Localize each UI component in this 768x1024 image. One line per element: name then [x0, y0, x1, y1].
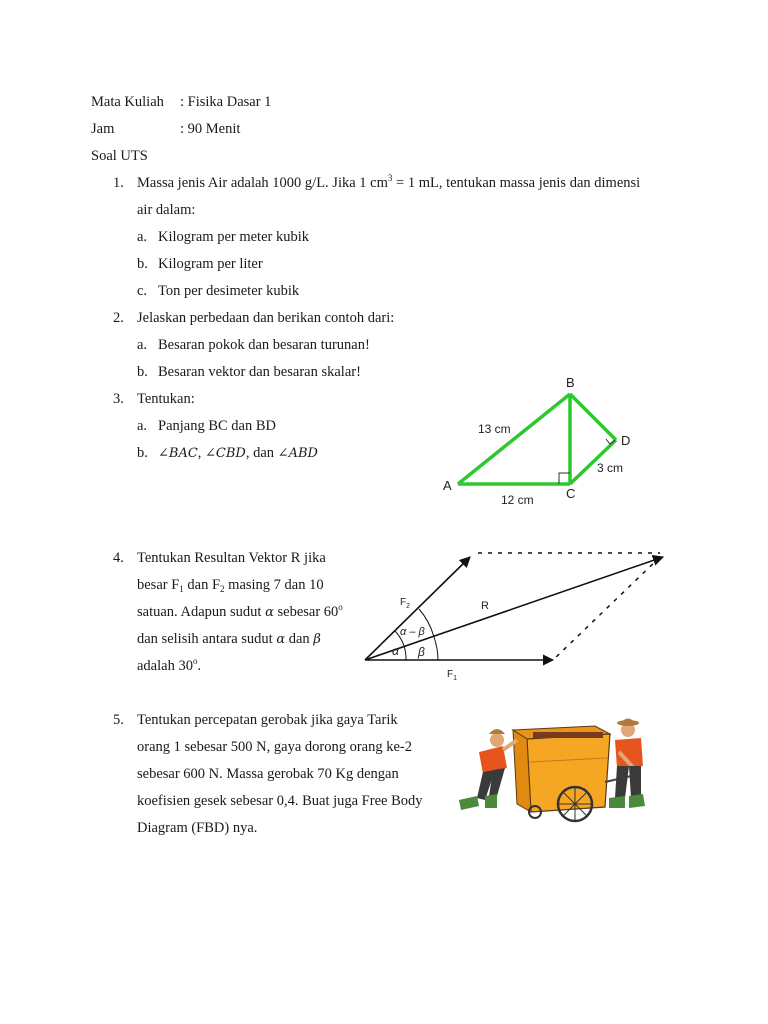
question-text: besar $F_1$ dan $F_2$ masing 7 dan 10	[137, 577, 324, 594]
side-ab-line	[458, 394, 570, 484]
exam-title: Soal UTS	[91, 148, 148, 164]
course-label: Mata Kuliah	[91, 94, 164, 110]
triangle-figure	[440, 372, 650, 512]
option-text: Panjang BC dan BD	[158, 418, 277, 434]
option-text: Besaran vektor dan besaran skalar!	[158, 364, 361, 380]
option-text: Kilogram per liter	[158, 256, 263, 272]
question-text: koefisien gesek sebesar 0,4. Buat juga Free Body	[137, 793, 423, 809]
vertex-c-label: C	[566, 486, 576, 501]
parallelogram-right-dashed	[553, 557, 660, 660]
angle-beta-arc	[434, 637, 438, 660]
question-number: 5.	[113, 712, 124, 728]
angle-beta-label: β	[418, 645, 425, 659]
question-text: sebesar 600 N. Massa gerobak 70 Kg dengan	[137, 766, 399, 782]
question-text-continued: air dalam:	[137, 202, 196, 218]
time-value: : 90 Menit	[180, 121, 241, 137]
puller-person	[609, 719, 645, 809]
option-letter: b.	[137, 445, 148, 461]
f2-label: $F_2$	[400, 597, 411, 610]
side-bd-line	[570, 394, 616, 440]
time-label: Jam	[91, 121, 115, 137]
option-letter: b.	[137, 256, 148, 272]
option-letter: a.	[137, 337, 148, 353]
question-number: 4.	[113, 550, 124, 566]
question-number: 2.	[113, 310, 124, 326]
pusher-person	[459, 729, 517, 810]
side-cd-label: 3 cm	[597, 461, 624, 475]
question-text: Tentukan Resultan Vektor R jika	[137, 550, 326, 566]
vertex-d-label: D	[621, 433, 631, 448]
question-text: dan selisih antara sudut α dan β	[137, 631, 321, 647]
f1-label: $F_1$	[447, 669, 458, 682]
question-text: Jelaskan perbedaan dan berikan contoh dari:	[137, 310, 395, 326]
side-ac-label: 12 cm	[501, 493, 534, 507]
question-text: Massa jenis Air adalah 1000 g/L. Jika 1 $cm^3 = 1$ mL, tentukan massa jenis dan dimensi	[137, 173, 641, 191]
question-text: adalah 30$^o$.	[137, 656, 202, 674]
question-number: 1.	[113, 175, 124, 191]
option-text: ∠BAC, ∠CBD, dan ∠ABD	[158, 445, 318, 461]
angle-alpha-label: α	[392, 644, 399, 658]
option-text: Kilogram per meter kubik	[158, 229, 309, 245]
option-letter: a.	[137, 229, 148, 245]
question-number: 3.	[113, 391, 124, 407]
angle-diff-label: α – β	[400, 626, 425, 638]
side-ab-label: 13 cm	[478, 422, 511, 436]
option-text: Ton per desimeter kubik	[158, 283, 300, 299]
option-text: Besaran pokok dan besaran turunan!	[158, 337, 370, 353]
vertex-b-label: B	[566, 375, 575, 390]
option-letter: b.	[137, 364, 148, 380]
question-text: Tentukan percepatan gerobak jika gaya Tarik	[137, 712, 398, 728]
question-text: orang 1 sebesar 500 N, gaya dorong orang ke-2	[137, 739, 413, 755]
question-text: satuan. Adapun sudut α sebesar 60$^o$	[137, 602, 343, 620]
course-value: : Fisika Dasar 1	[180, 94, 272, 110]
vertex-a-label: A	[443, 478, 452, 493]
question-text: Diagram (FBD) nya.	[137, 820, 258, 836]
option-letter: a.	[137, 418, 148, 434]
question-text: Tentukan:	[137, 391, 195, 407]
cart-illustration	[445, 712, 650, 837]
option-letter: c.	[137, 283, 148, 299]
r-label: R	[481, 600, 489, 612]
vector-figure	[360, 545, 670, 690]
